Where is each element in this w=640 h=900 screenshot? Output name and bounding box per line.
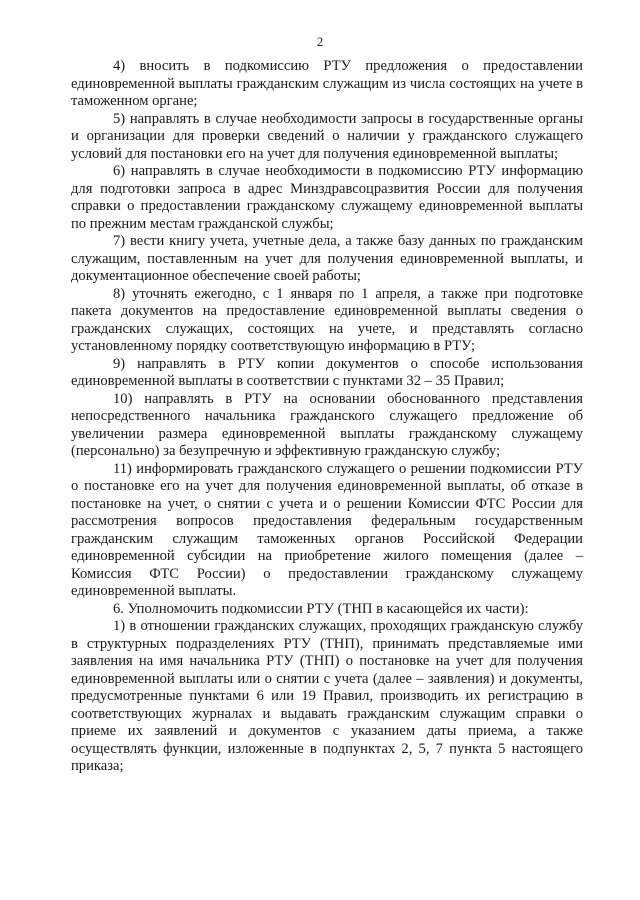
paragraph-item-7: 7) вести книгу учета, учетные дела, а также базу данных по гражданским служащим, поставленным на учет для получения единовременной выплаты, и документационное обеспечение своей работы; (71, 233, 583, 284)
paragraph-item-6: 6) направлять в случае необходимости в подкомиссию РТУ информацию для подготовки запроса в адрес Минздравсоцразвития России для получения справки о предоставлении гражданскому служащему единовременной выплаты по прежним местам гражданской службы; (71, 163, 583, 232)
paragraph-section-6: 6. Уполномочить подкомиссии РТУ (ТНП в касающейся их части): (113, 600, 529, 617)
paragraph-item-10: 10) направлять в РТУ на основании обоснованного представления непосредственного начальника гражданского служащего предложение об увеличении размера единовременной выплаты гражданскому служащему (персонально) за безупречную и эффективную гражданскую службу; (71, 390, 583, 459)
paragraph-item-5: 5) направлять в случае необходимости запросы в государственные органы и организации для проверки сведений о наличии у гражданского служащего условий для постановки его на учет для получения единовременной выплаты; (71, 110, 583, 162)
document-body (71, 58, 583, 776)
paragraph-item-11: 11) информировать гражданского служащего о решении подкомиссии РТУ о постановке его на учет для получения единовременной выплаты, об отказе в постановке на учет, о снятии с учета и о решении Комиссии ФТС России для рассмотрения вопросов предоставления федеральным государственным гражданским служащим таможенных органов Российской Федерации единовременной субсидии на приобретение жилого помещения (далее – Комиссия ФТС России) о предоставлении гражданскому служащему единовременной выплаты. (71, 460, 583, 599)
paragraph-item-9: 9) направлять в РТУ копии документов о способе использования единовременной выплаты в соответствии с пунктами 32 – 35 Правил; (71, 355, 583, 389)
paragraph-item-4: 4) вносить в подкомиссию РТУ предложения о предоставлении единовременной выплаты гражданским служащим из числа состоящих на учете в таможенном органе; (71, 58, 583, 109)
paragraph-section-6-item-1: 1) в отношении гражданских служащих, проходящих гражданскую службу в структурных подразделениях РТУ (ТНП), принимать представляемые ими заявления на имя начальника РТУ (ТНП) о постановке на учет для получения единовременной выплаты или о снятии с учета (далее – заявления) и документы, предусмотренные пунктами 6 или 19 Правил, производить их регистрацию в соответствующих журналах и выдавать гражданским служащим справки о приеме их заявлений и документов с указанием даты приема, а также осуществлять функции, изложенные в подпунктах 2, 5, 7 пункта 5 настоящего приказа; (71, 618, 583, 774)
paragraph-item-8: 8) уточнять ежегодно, с 1 января по 1 апреля, а также при подготовке пакета документов на предоставление единовременной выплаты сведения о гражданских служащих, состоящих на учете, и представлять согласно установленному порядку соответствующую информацию в РТУ; (71, 285, 583, 354)
page-number: 2 (316, 34, 324, 49)
